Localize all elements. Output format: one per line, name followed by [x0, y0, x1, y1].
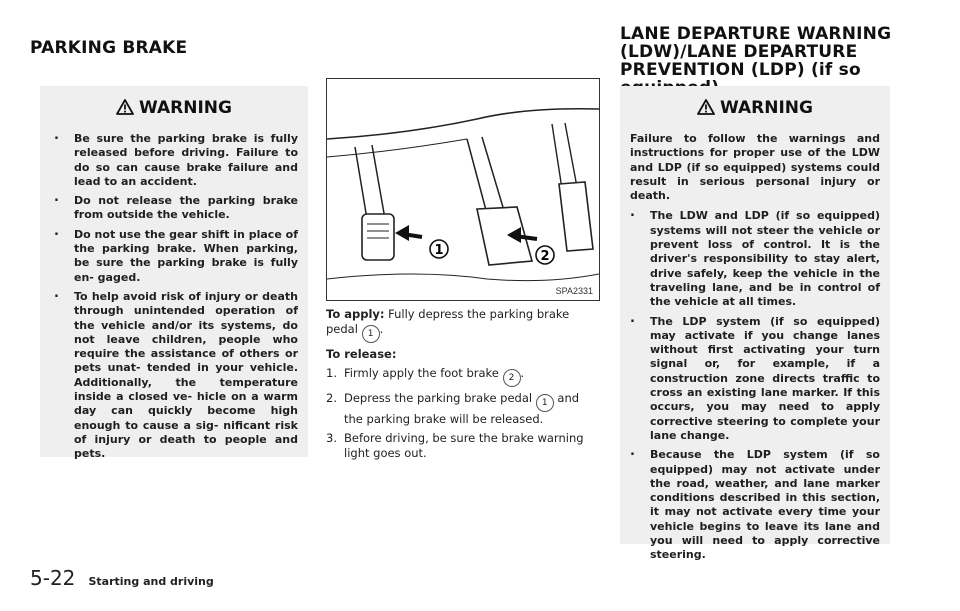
warning-heading	[40, 98, 308, 118]
step-number: 3.	[326, 431, 337, 445]
step-number: 2.	[326, 391, 337, 405]
step-number: 1.	[326, 366, 337, 380]
ref-2-icon: 2	[503, 369, 521, 387]
warning-heading	[620, 98, 890, 118]
warning-triangle-icon	[116, 99, 134, 115]
step-text: Before driving, be sure the brake warning light goes out.	[344, 431, 584, 460]
chapter-name: Starting and driving	[88, 575, 214, 588]
release-label: To release:	[326, 347, 397, 361]
step-text: Depress the parking brake pedal	[344, 391, 533, 405]
ref-1-icon: 1	[362, 325, 380, 343]
release-steps	[326, 366, 598, 461]
section-title-line: LANE DEPARTURE WARNING	[620, 24, 892, 44]
apply-paragraph: To apply: Fully depress the parking brake pedal 1 .	[326, 307, 598, 343]
warning-item: . To help avoid risk of injury or death through unintended operation of the vehicle and/or its systems, do not leave children, people who require the assistance of others or pets unat- tended in your vehicle. Additionally, the temperature inside a closed ve- hicle on a warm day can quickly become high enough to cause a sig- nificant risk of injury or death to people and pets.	[54, 290, 298, 462]
release-step	[326, 391, 598, 427]
warning-item: . Do not release the parking brake from outside the vehicle.	[54, 194, 298, 223]
step-text-post: .	[520, 366, 525, 380]
section-title-line: (LDW)/LANE DEPARTURE	[620, 42, 858, 62]
warning-triangle-icon	[697, 99, 715, 115]
warning-item: . Be sure the parking brake is fully released before driving. Failure to do so can cause brake failure and lead to an accident.	[54, 132, 298, 189]
warning-item: . The LDP system (if so equipped) may activate if you change lanes without first activating your turn signal or, for example, if a construction zone directs traffic to cross an existing lane marker. If this occurs, you may need to apply corrective steering to complete your lane change.	[630, 315, 880, 444]
step-text: Firmly apply the foot brake	[344, 366, 499, 380]
warning-box-ldw	[620, 86, 890, 562]
warning-item: . The LDW and LDP (if so equipped) systems will not steer the vehicle or prevent loss of control. It is the driver's responsibility to stay alert, drive safely, keep the vehicle in the traveling lane, and be in control of the vehicle at all times.	[630, 209, 880, 309]
warning-heading-text: WARNING	[139, 98, 232, 118]
parking-brake-figure	[326, 78, 600, 301]
release-step	[326, 366, 598, 387]
apply-text: Fully depress the parking brake pedal	[326, 307, 570, 336]
page-footer	[30, 566, 214, 590]
warning-item: . Because the LDP system (if so equipped) may not activate under the road, weather, and lane marker conditions described in this section, it may not activate every time your vehicle begins to leave its lane and you will need to apply corrective steering.	[630, 448, 880, 562]
apply-label: To apply:	[326, 307, 385, 321]
callout-2: 2	[540, 249, 550, 264]
parking-brake-instructions	[326, 307, 598, 465]
warning-box-parking-brake	[40, 86, 308, 461]
warning-intro: Failure to follow the warnings and instructions for proper use of the LDW and LDP (if so equipped) systems could result in serious personal injury or death.	[630, 132, 880, 203]
callout-1: 1	[434, 243, 444, 258]
section-title-parking-brake: PARKING BRAKE	[30, 38, 188, 58]
ref-1-icon: 1	[536, 394, 554, 412]
figure-code: SPA2331	[555, 286, 593, 296]
step-text-post: and the parking brake will be released.	[344, 391, 580, 426]
warning-item: . Do not use the gear shift in place of the parking brake. When parking, be sure the parking brake is fully en- gaged.	[54, 228, 298, 285]
warning-list	[630, 209, 880, 562]
warning-list	[54, 132, 298, 462]
warning-heading-text: WARNING	[720, 98, 813, 118]
section-title-line: PREVENTION (LDP) (if so	[620, 60, 861, 80]
pedal-illustration	[327, 79, 599, 300]
page-number: 5-22	[30, 566, 76, 590]
release-step	[326, 431, 598, 461]
